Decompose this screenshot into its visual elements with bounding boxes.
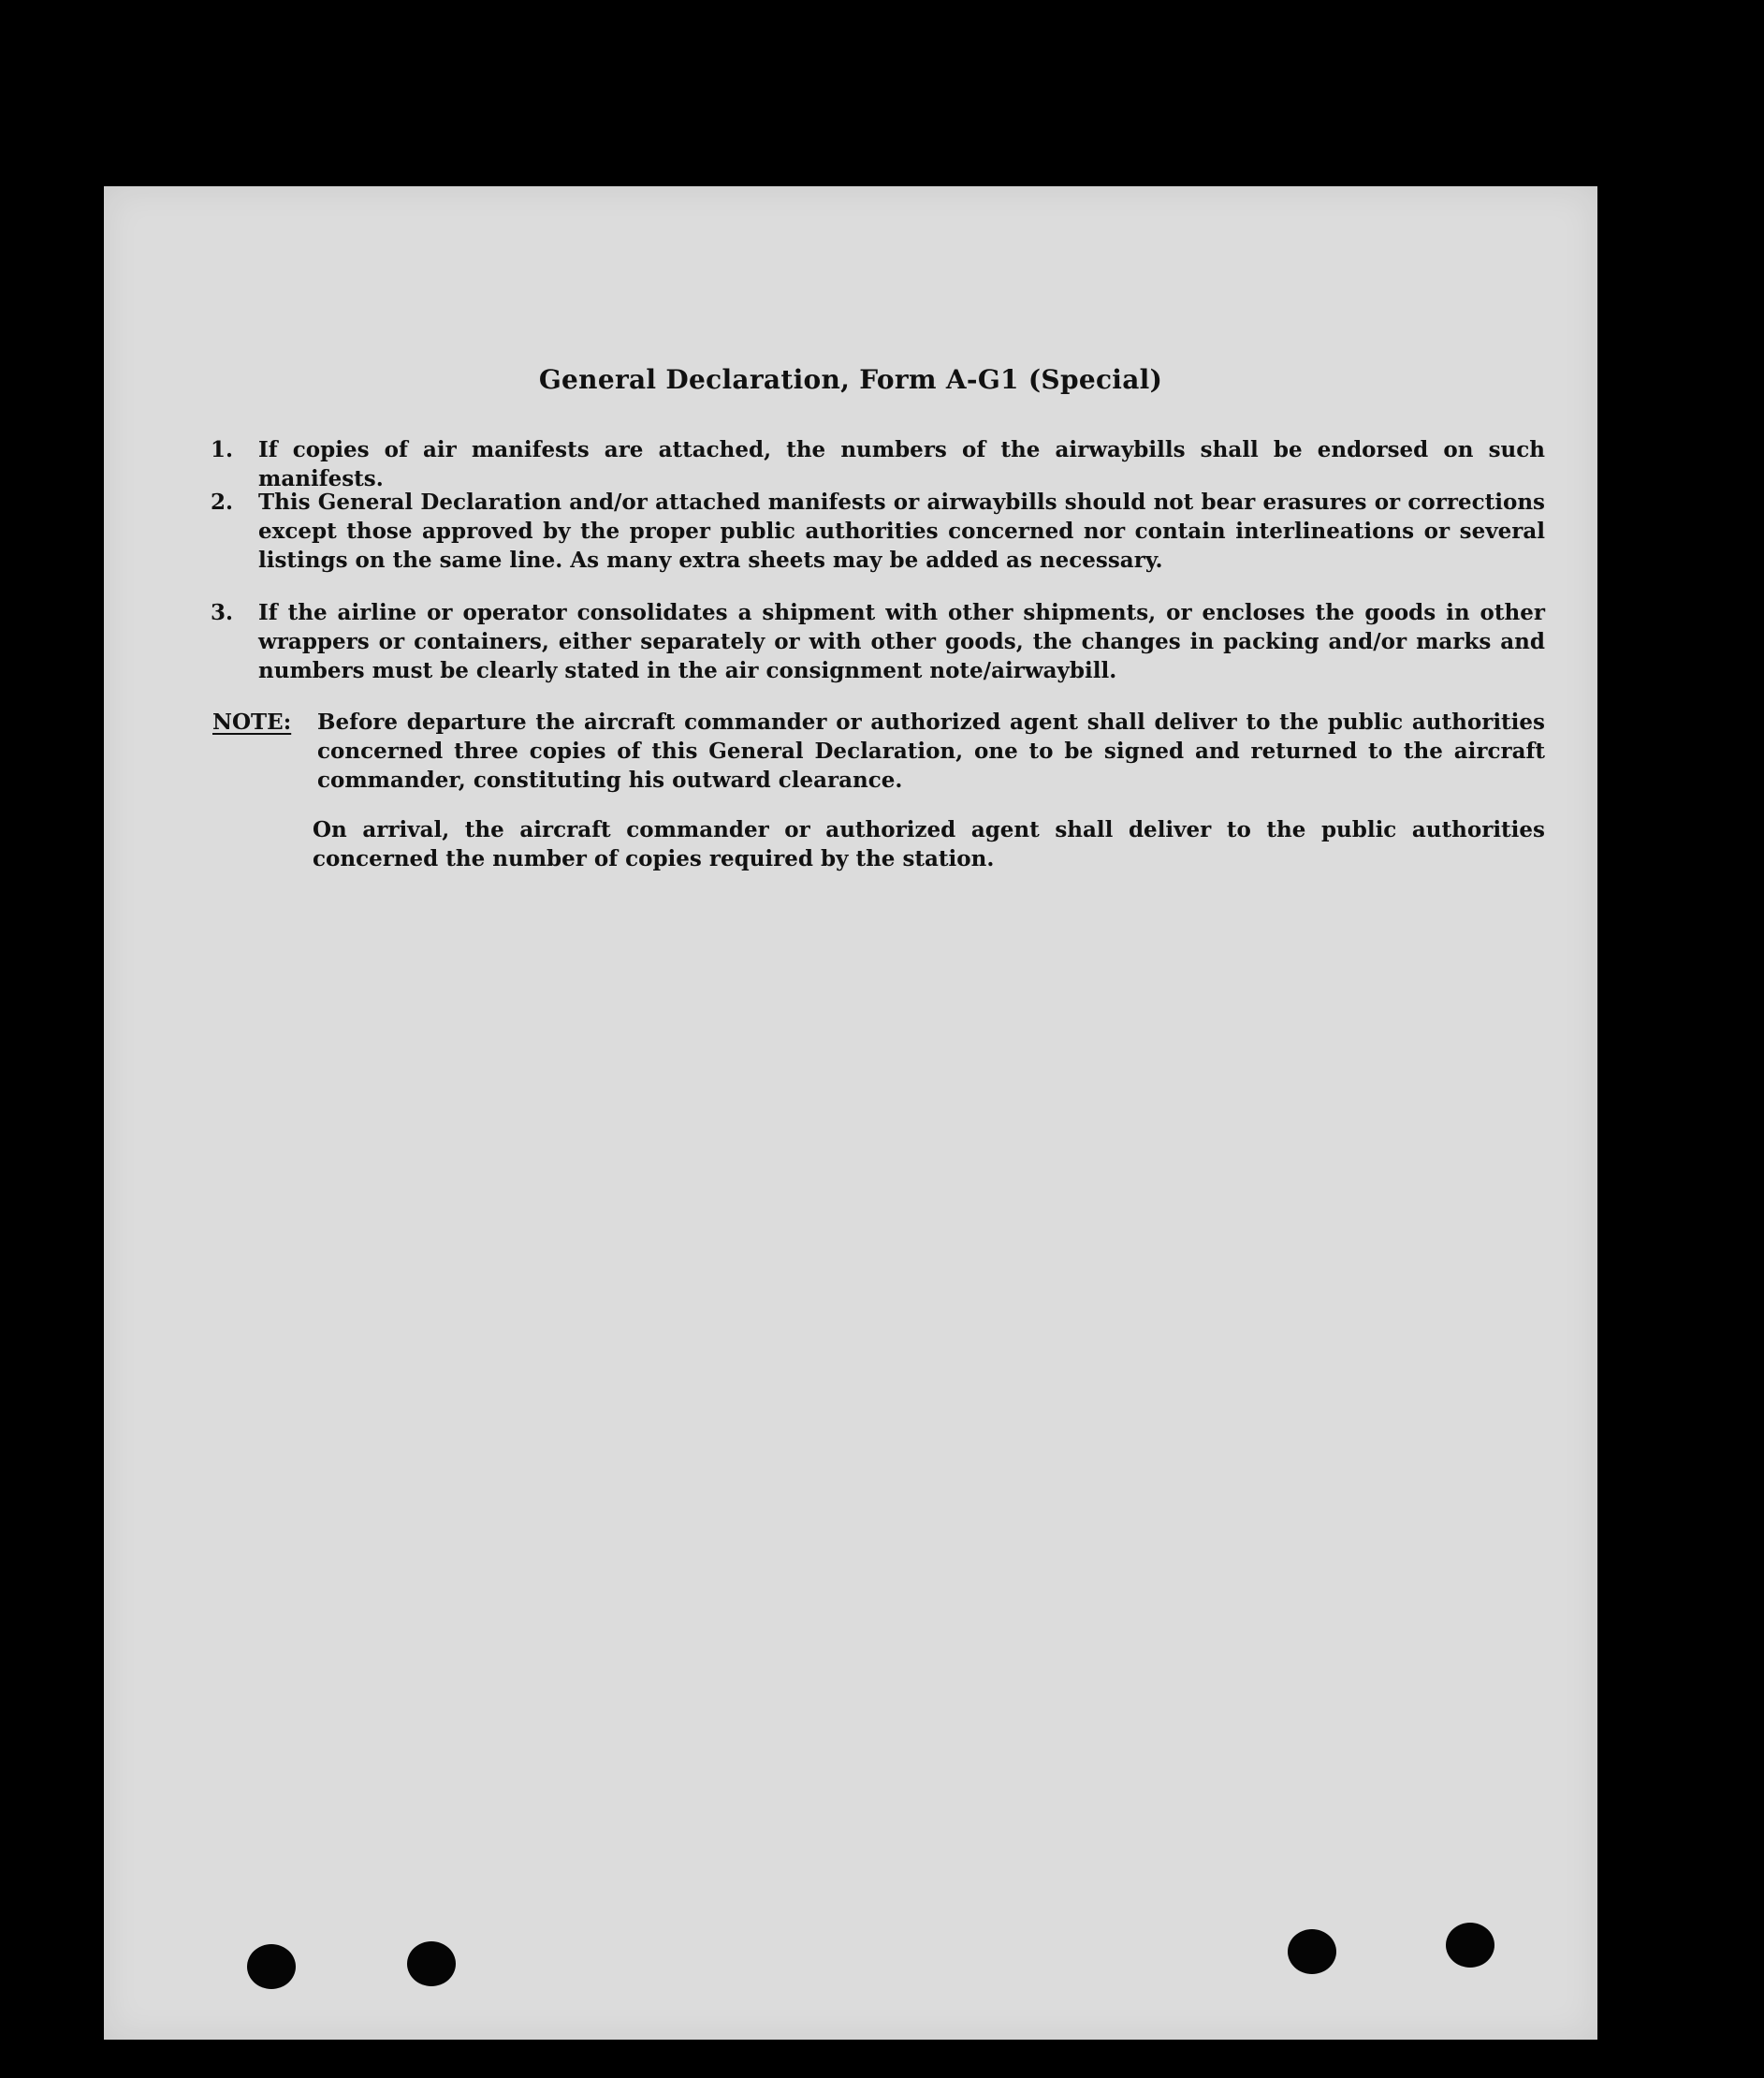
item-text: If the airline or operator consolidates a shipment with other shipments, or encloses the goods in other wrappers or containers, either separately or with other goods, the changes in packing and/or marks and numbers must be clearly stated in the air consignment note/airwaybill. [258,600,1545,683]
document-page [104,186,1597,2040]
list-item [211,435,1545,493]
list-item [211,598,1545,685]
punch-hole [1446,1923,1494,1968]
note-paragraph: On arrival, the aircraft commander or authorized agent shall deliver to the public authorities concerned the number of copies required by the station. [313,817,1545,871]
item-number: 3. [211,600,234,625]
faded-stamp [946,785,1320,886]
punch-hole [407,1941,456,1986]
note-section [212,708,1545,795]
item-text: If copies of air manifests are attached, the numbers of the airwaybills shall be endorsed on such manifests. [258,437,1545,491]
item-number: 2. [211,490,234,515]
item-number: 1. [211,437,234,462]
note-label: NOTE: [212,710,292,735]
punch-hole [247,1944,296,1989]
list-item [211,488,1545,575]
note-paragraph: Before departure the aircraft commander or authorized agent shall deliver to the public authorities concerned three copies of this General Declaration, one to be signed and returned to the aircraft commander, constituting his outward clearance. [317,710,1545,793]
item-text: This General Declaration and/or attached manifests or airwaybills should not bear erasures or corrections except those approved by the proper public authorities concerned nor contain interlineations or several listings on the same line. As many extra sheets may be added as necessary. [258,490,1545,573]
document-title: General Declaration, Form A-G1 (Special) [538,364,1163,395]
punch-hole [1288,1929,1336,1974]
